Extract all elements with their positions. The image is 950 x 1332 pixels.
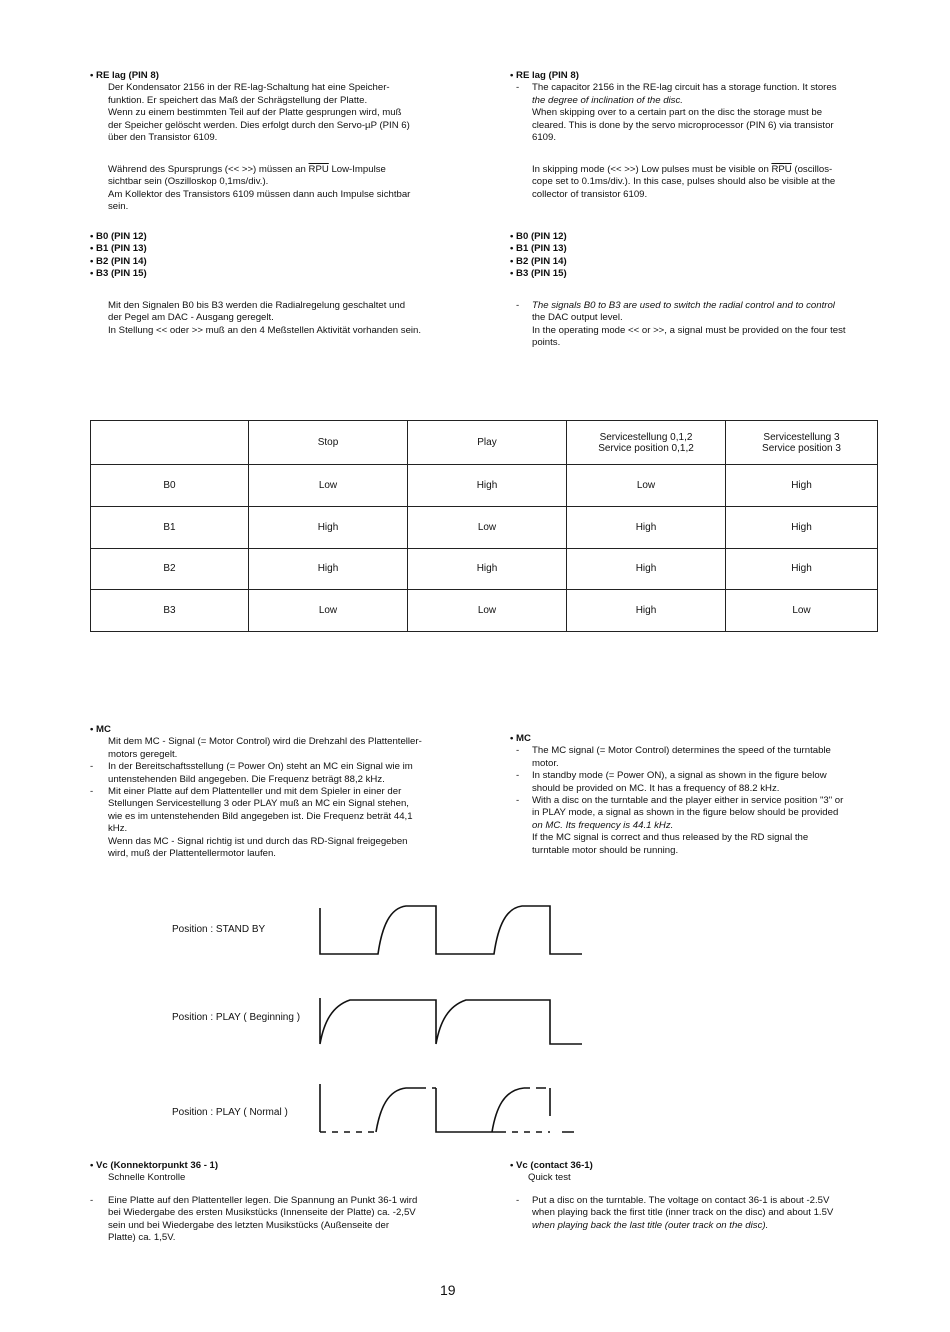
right-mc-line: The MC signal (= Motor Control) determines the speed of the turntable: [532, 745, 831, 757]
pin-item: • B0 (PIN 12): [510, 231, 567, 242]
left-mc-heading: • MC: [90, 724, 111, 735]
table-cell: High: [726, 548, 878, 590]
right-mc-line: With a disc on the turntable and the player either in service position "3" or: [532, 795, 844, 807]
right-re-lag-line: cleared. This is done by the servo microprocessor (PIN 6) via transistor: [532, 119, 834, 131]
table-cell: Low: [567, 465, 726, 507]
dash-bullet: -: [90, 761, 94, 773]
right-re-lag-section: [510, 70, 882, 144]
left-mc-line: wird, muß der Plattentellermotor laufen.: [108, 848, 276, 860]
pin-item: • B3 (PIN 15): [90, 268, 147, 280]
table-cell: High: [567, 590, 726, 632]
right-skip-section: [532, 164, 882, 201]
left-re-lag-line: über den Transistor 6109.: [108, 132, 218, 144]
dash-bullet: -: [516, 300, 520, 311]
right-skip-line: [532, 164, 882, 176]
dash-bullet: -: [516, 82, 520, 94]
right-mc-line: on MC. Its frequency is 44.1 kHz.: [532, 819, 674, 831]
left-skip-line: sichtbar sein (Oszilloskop 0,1ms/div.).: [108, 176, 269, 188]
table-cell: High: [726, 465, 878, 507]
left-mc-line: kHz.: [108, 823, 128, 835]
left-mc-line: Mit einer Platte auf dem Plattenteller und mit dem Spieler in einer der: [108, 786, 402, 798]
rpu-label: $\overline{RPU}$: [771, 164, 792, 175]
waveform-play-normal: [310, 1076, 590, 1146]
table-cell: High: [567, 506, 726, 548]
right-b-line: The signals B0 to B3 are used to switch the radial control and to control: [532, 300, 835, 311]
left-mc-line: Stellungen Servicestellung 3 oder PLAY muß an MC ein Signal stehen,: [108, 798, 409, 810]
pin-item: • B3 (PIN 15): [510, 268, 567, 280]
left-mc-line: motors geregelt.: [108, 748, 178, 760]
right-mc-line: motor.: [532, 757, 559, 769]
left-b-line: der Pegel am DAC - Ausgang geregelt.: [108, 312, 274, 324]
table-cell: Low: [408, 590, 567, 632]
table-cell: High: [408, 465, 567, 507]
left-re-lag-section: [90, 70, 466, 144]
right-vc-line: Put a disc on the turntable. The voltage on contact 36-1 is about -2.5V: [532, 1194, 830, 1206]
rpu-label: $\overline{RPU}$: [308, 164, 329, 175]
waveform-standby: [310, 896, 590, 966]
table-row: [91, 590, 878, 632]
left-b-line: In Stellung << oder >> muß an den 4 Meßstellen Aktivität vorhanden sein.: [108, 324, 422, 336]
right-skip-text: In skipping mode (<< >>) Low pulses must be visible on: [532, 164, 772, 175]
left-mc-line: Mit dem MC - Signal (= Motor Control) wird die Drehzahl des Plattenteller-: [108, 736, 422, 748]
right-b-line: the DAC output level.: [532, 312, 623, 324]
table-cell: High: [567, 548, 726, 590]
right-pin-list: [510, 231, 567, 281]
left-re-lag-line: Wenn zu einem bestimmten Teil auf der Platte gesprungen wird, muß: [108, 107, 402, 119]
dash-bullet: -: [516, 770, 520, 782]
header-de: Servicestellung 3: [763, 431, 840, 443]
left-skip-text: Während des Spursprungs (<< >>) müssen an: [108, 164, 309, 175]
dash-bullet: -: [90, 786, 94, 798]
right-vc-line: when playing back the first title (inner track on the disc) and about 1.5V: [532, 1207, 834, 1219]
left-skip-section: [108, 164, 466, 214]
pin-item: • B1 (PIN 13): [90, 243, 147, 255]
right-mc-line: In standby mode (= Power ON), a signal as shown in the figure below: [532, 770, 827, 782]
left-vc-section: [90, 1160, 466, 1244]
table-row: [91, 465, 878, 507]
left-mc-line: Wenn das MC - Signal richtig ist und durch das RD-Signal freigegeben: [108, 835, 408, 847]
left-re-lag-line: der Speicher gelöscht werden. Dies erfolgt durch den Servo-µP (PIN 6): [108, 119, 410, 131]
table-cell: B0: [91, 465, 249, 507]
table-header-cell: [567, 421, 726, 465]
left-skip-line: sein.: [108, 201, 129, 213]
table-cell: B2: [91, 548, 249, 590]
table-cell: Low: [408, 506, 567, 548]
pin-item: • B2 (PIN 14): [510, 255, 567, 267]
right-skip-line: cope set to 0.1ms/div.). In this case, pulses should also be visible at the: [532, 176, 836, 188]
right-vc-section: [510, 1160, 882, 1232]
right-mc-line: should be provided on MC. It has a frequency of 88.2 kHz.: [532, 782, 780, 794]
left-mc-section: [90, 724, 466, 860]
table-cell: B3: [91, 590, 249, 632]
left-re-lag-heading: • RE lag (PIN 8): [90, 70, 159, 81]
pin-item: • B0 (PIN 12): [90, 231, 147, 242]
left-vc-line: Platte) ca. 1,5V.: [108, 1232, 176, 1244]
right-b-line: points.: [532, 337, 561, 349]
table-cell: High: [408, 548, 567, 590]
dash-bullet: -: [90, 1194, 94, 1206]
right-re-lag-line: 6109.: [532, 132, 557, 144]
right-re-lag-line: When skipping over to a certain part on the disc the storage must be: [532, 107, 823, 119]
left-skip-text: Low-Impulse: [328, 164, 386, 175]
left-re-lag-line: funktion. Er speichert das Maß der Schrägstellung der Platte.: [108, 94, 368, 106]
dash-bullet: -: [516, 795, 520, 807]
table-cell: Low: [249, 590, 408, 632]
dash-bullet: -: [516, 745, 520, 757]
waveform-label-standby: Position : STAND BY: [172, 924, 266, 935]
right-vc-line: when playing back the last title (outer track on the disc).: [532, 1219, 769, 1231]
table-cell: Low: [249, 465, 408, 507]
table-cell: High: [249, 548, 408, 590]
right-re-lag-line: The capacitor 2156 in the RE-lag circuit has a storage function. It stores: [532, 82, 837, 94]
left-vc-sub: Schnelle Kontrolle: [108, 1172, 186, 1184]
waveform-play-beginning: [310, 986, 590, 1056]
left-skip-line: Am Kollektor des Transistors 6109 müssen dann auch Impulse sichtbar: [108, 188, 411, 200]
left-mc-line: untenstehenden Bild angegeben. Die Frequenz beträgt 88,2 kHz.: [108, 773, 385, 785]
left-re-lag-line: Der Kondensator 2156 in der RE-lag-Schaltung hat eine Speicher-: [108, 82, 390, 94]
left-pin-list: [90, 231, 147, 281]
right-skip-line: collector of transistor 6109.: [532, 188, 648, 200]
waveform-label-play-normal: Position : PLAY ( Normal ): [172, 1107, 288, 1118]
right-mc-section: [510, 733, 882, 857]
right-mc-line: in PLAY mode, a signal as shown in the figure below should be provided: [532, 807, 839, 819]
header-en: Service position 3: [762, 442, 841, 454]
header-de: Servicestellung 0,1,2: [599, 431, 693, 443]
right-re-lag-heading: • RE lag (PIN 8): [510, 70, 579, 81]
right-b-section: [510, 300, 882, 350]
table-cell: B1: [91, 506, 249, 548]
left-mc-line: In der Bereitschaftsstellung (= Power On) steht an MC ein Signal wie im: [108, 761, 413, 773]
left-b-line: Mit den Signalen B0 bis B3 werden die Radialregelung geschaltet und: [108, 300, 406, 311]
left-mc-line: wie es im untenstehenden Bild angegeben ist. Die Frequenz beträt 44,1: [108, 810, 413, 822]
table-row: [91, 506, 878, 548]
table-header-row: [91, 421, 878, 465]
page-number: 19: [440, 1282, 456, 1298]
pin-item: • B1 (PIN 13): [510, 243, 567, 255]
left-vc-line: Eine Platte auf den Plattenteller legen. Die Spannung an Punkt 36-1 wird: [108, 1194, 418, 1206]
pin-item: • B2 (PIN 14): [90, 255, 147, 267]
left-b-section: [108, 300, 466, 337]
table-cell: Low: [726, 590, 878, 632]
table-cell: High: [726, 506, 878, 548]
table-header-cell: [726, 421, 878, 465]
header-en: Service position 0,1,2: [598, 442, 694, 454]
left-vc-heading: • Vc (Konnektorpunkt 36 - 1): [90, 1160, 219, 1171]
table-header-cell: Play: [408, 421, 567, 465]
signal-table: [90, 420, 878, 632]
left-vc-line: sein und bei Wiedergabe des letzten Musikstücks (Außenseite der: [108, 1219, 390, 1231]
left-skip-line: [108, 164, 466, 176]
right-vc-sub: Quick test: [528, 1172, 571, 1184]
right-skip-text: (oscillos-: [791, 164, 833, 175]
table-header-cell: Stop: [249, 421, 408, 465]
right-mc-line: turntable motor should be running.: [532, 844, 679, 856]
table-cell: High: [249, 506, 408, 548]
right-vc-heading: • Vc (contact 36-1): [510, 1160, 593, 1171]
table-row: [91, 548, 878, 590]
right-b-line: In the operating mode << or >>, a signal must be provided on the four test: [532, 324, 846, 336]
right-mc-line: If the MC signal is correct and thus released by the RD signal the: [532, 832, 809, 844]
right-mc-heading: • MC: [510, 733, 531, 744]
waveform-label-play-beginning: Position : PLAY ( Beginning ): [172, 1012, 301, 1023]
right-re-lag-line: the degree of inclination of the disc.: [532, 94, 683, 106]
left-vc-line: bei Wiedergabe des ersten Musikstücks (Innenseite der Platte) ca. -2,5V: [108, 1207, 416, 1219]
table-header-cell: [91, 421, 249, 465]
dash-bullet: -: [516, 1194, 520, 1206]
